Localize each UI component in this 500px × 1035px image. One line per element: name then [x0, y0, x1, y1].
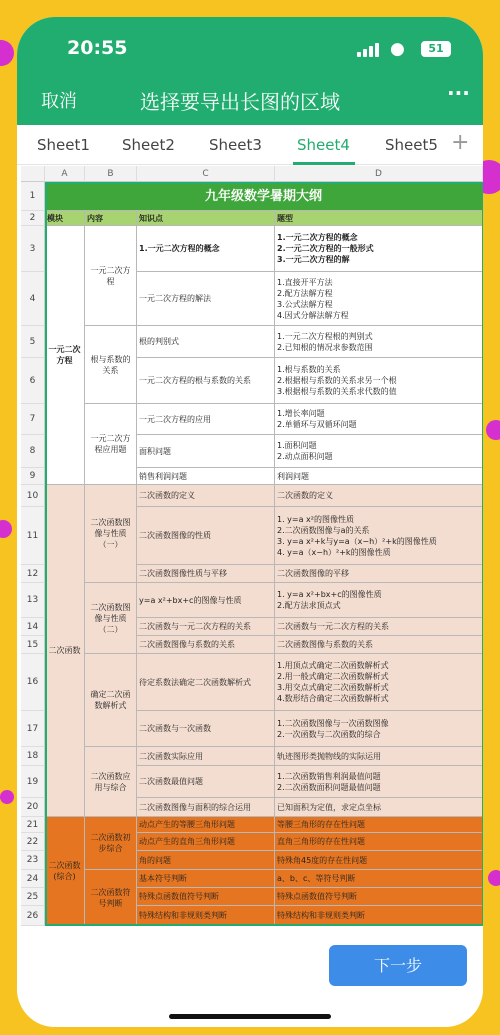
row-header[interactable]: 12 — [21, 565, 45, 583]
knowledge-cell[interactable]: 一元二次方程的根与系数的关系 — [137, 358, 275, 404]
row-header[interactable]: 21 — [21, 817, 45, 833]
knowledge-cell[interactable]: 二次函数实际应用 — [137, 747, 275, 766]
module-cell[interactable]: 一元二次方程 — [45, 226, 85, 485]
knowledge-cell[interactable]: 二次函数图像的性质 — [137, 507, 275, 565]
type-cell[interactable]: 1.一元二次方程的概念 2.一元二次方程的一般形式 3.一元二次方程的解 — [275, 226, 483, 272]
type-cell[interactable]: 1. y=a x²的图像性质 2.二次函数图像与a的关系 3. y=a x²+k与y=a（x−h）²+k的图像性质 4. y=a（x−h）²+k的图像性质 — [275, 507, 483, 565]
row-header[interactable]: 9 — [21, 468, 45, 485]
type-cell[interactable]: 已知面积为定值，求定点坐标 — [275, 798, 483, 817]
column-header[interactable]: C — [137, 166, 275, 182]
phone-screen — [17, 17, 483, 1027]
tab-sheet2[interactable]: Sheet2 — [122, 136, 175, 154]
knowledge-cell[interactable]: y=a x²+bx+c的图像与性质 — [137, 583, 275, 618]
row-header[interactable]: 16 — [21, 654, 45, 711]
tab-sheet1[interactable]: Sheet1 — [37, 136, 90, 154]
spreadsheet-grid — [21, 166, 483, 926]
add-sheet-icon[interactable]: + — [451, 130, 470, 155]
type-cell[interactable]: 直角三角形的存在性问题 — [275, 833, 483, 851]
knowledge-cell[interactable]: 1.一元二次方程的概念 — [137, 226, 275, 272]
type-cell[interactable]: 轨迹图形类抛物线的实际运用 — [275, 747, 483, 766]
content-cell[interactable]: 一元二次方程 — [85, 226, 137, 326]
more-horizontal-icon[interactable]: ··· — [447, 81, 470, 105]
knowledge-cell[interactable]: 待定系数法确定二次函数解析式 — [137, 654, 275, 711]
type-cell[interactable]: 1. y=a x²+bx+c的图像性质 2.配方法求顶点式 — [275, 583, 483, 618]
row-header[interactable]: 17 — [21, 711, 45, 747]
tab-sheet3[interactable]: Sheet3 — [209, 136, 262, 154]
knowledge-cell[interactable]: 二次函数与一次函数 — [137, 711, 275, 747]
row-header[interactable]: 19 — [21, 766, 45, 798]
column-header[interactable]: D — [275, 166, 483, 182]
header-cell[interactable]: 内容 — [85, 211, 137, 226]
type-cell[interactable]: 1.二次函数销售利润最值问题 2.二次函数面积问题最值问题 — [275, 766, 483, 798]
sheet-title-cell[interactable]: 九年级数学暑期大纲 — [45, 182, 483, 211]
knowledge-cell[interactable]: 面积问题 — [137, 435, 275, 468]
knowledge-cell[interactable]: 一元二次方程的解法 — [137, 272, 275, 326]
knowledge-cell[interactable]: 一元二次方程的应用 — [137, 404, 275, 435]
content-cell[interactable]: 二次函数图像与性质（二） — [85, 583, 137, 654]
type-cell[interactable]: 等腰三角形的存在性问题 — [275, 817, 483, 833]
content-cell[interactable]: 一元二次方程应用题 — [85, 404, 137, 485]
type-cell[interactable]: 二次函数图像与系数的关系 — [275, 636, 483, 654]
type-cell[interactable]: 1.面积问题 2.动点面积问题 — [275, 435, 483, 468]
row-header[interactable]: 8 — [21, 435, 45, 468]
type-cell[interactable]: 二次函数图像的平移 — [275, 565, 483, 583]
content-cell[interactable]: 根与系数的关系 — [85, 326, 137, 404]
knowledge-cell[interactable]: 角的问题 — [137, 851, 275, 870]
content-cell[interactable]: 确定二次函数解析式 — [85, 654, 137, 747]
content-cell[interactable]: 二次函数应用与综合 — [85, 747, 137, 817]
type-cell[interactable]: a、b、c、等符号判断 — [275, 870, 483, 888]
signal-icon — [357, 42, 381, 57]
knowledge-cell[interactable]: 特殊结构和非规则类判断 — [137, 906, 275, 926]
corner-cell — [21, 166, 45, 182]
header-cell[interactable]: 题型 — [275, 211, 483, 226]
row-header[interactable]: 26 — [21, 906, 45, 926]
module-cell[interactable]: 二次函数(综合) — [45, 817, 85, 926]
knowledge-cell[interactable]: 二次函数图像与系数的关系 — [137, 636, 275, 654]
row-header[interactable]: 3 — [21, 226, 45, 272]
row-header[interactable]: 13 — [21, 583, 45, 618]
column-header[interactable]: B — [85, 166, 137, 182]
type-cell[interactable]: 1.一元二次方程根的判别式 2.已知根的情况求参数范围 — [275, 326, 483, 358]
row-header[interactable]: 4 — [21, 272, 45, 326]
top-bar — [17, 17, 483, 125]
wifi-icon: ● — [390, 39, 405, 59]
row-header[interactable]: 20 — [21, 798, 45, 817]
status-time: 20:55 — [67, 37, 128, 59]
type-cell[interactable]: 二次函数的定义 — [275, 485, 483, 507]
row-header[interactable]: 22 — [21, 833, 45, 851]
type-cell[interactable]: 1.增长率问题 2.单循环与双循环问题 — [275, 404, 483, 435]
row-header[interactable]: 11 — [21, 507, 45, 565]
row-header[interactable]: 15 — [21, 636, 45, 654]
knowledge-cell[interactable]: 销售利润问题 — [137, 468, 275, 485]
row-header[interactable]: 14 — [21, 618, 45, 636]
header-cell[interactable]: 模块 — [45, 211, 85, 226]
row-header[interactable]: 5 — [21, 326, 45, 358]
type-cell[interactable]: 1.二次函数图像与一次函数图像 2.一次函数与二次函数的综合 — [275, 711, 483, 747]
row-header[interactable]: 10 — [21, 485, 45, 507]
knowledge-cell[interactable]: 基本符号判断 — [137, 870, 275, 888]
type-cell[interactable]: 利润问题 — [275, 468, 483, 485]
bottom-bar — [17, 926, 483, 1027]
type-cell[interactable]: 特殊结构和非规则类判断 — [275, 906, 483, 926]
next-step-button[interactable]: 下一步 — [329, 945, 467, 986]
battery-icon: 51 — [421, 41, 451, 57]
type-cell[interactable]: 特殊角45度的存在性问题 — [275, 851, 483, 870]
tab-sheet4[interactable]: Sheet4 — [297, 136, 350, 154]
column-header[interactable]: A — [45, 166, 85, 182]
knowledge-cell[interactable]: 二次函数图像性质与平移 — [137, 565, 275, 583]
sheet-tabs — [17, 125, 483, 165]
active-tab-indicator — [293, 162, 355, 165]
row-header[interactable]: 23 — [21, 851, 45, 870]
row-header[interactable]: 7 — [21, 404, 45, 435]
module-cell[interactable]: 二次函数 — [45, 485, 85, 817]
knowledge-cell[interactable]: 根的判别式 — [137, 326, 275, 358]
tab-sheet5[interactable]: Sheet5 — [385, 136, 438, 154]
row-header[interactable]: 6 — [21, 358, 45, 404]
content-cell[interactable]: 二次函数符号判断 — [85, 870, 137, 926]
page-title: 选择要导出长图的区域 — [140, 90, 340, 114]
knowledge-cell[interactable]: 二次函数最值问题 — [137, 766, 275, 798]
row-header[interactable]: 24 — [21, 870, 45, 888]
row-header[interactable]: 25 — [21, 888, 45, 906]
type-cell[interactable]: 1.直接开平方法 2.配方法解方程 3.公式法解方程 4.因式分解法解方程 — [275, 272, 483, 326]
knowledge-cell[interactable]: 二次函数与一元二次方程的关系 — [137, 618, 275, 636]
knowledge-cell[interactable]: 动点产生的等腰三角形问题 — [137, 817, 275, 833]
content-cell[interactable]: 二次函数图像与性质（一） — [85, 485, 137, 583]
header-cell[interactable]: 知识点 — [137, 211, 275, 226]
type-cell[interactable]: 1.根与系数的关系 2.根据根与系数的关系求另一个根 3.根据根与系数的关系求代数的值 — [275, 358, 483, 404]
knowledge-cell[interactable]: 二次函数图像与面积的综合运用 — [137, 798, 275, 817]
type-cell[interactable]: 二次函数与一元二次方程的关系 — [275, 618, 483, 636]
knowledge-cell[interactable]: 二次函数的定义 — [137, 485, 275, 507]
cancel-button[interactable]: 取消 — [41, 91, 77, 112]
type-cell[interactable]: 特殊点函数值符号判断 — [275, 888, 483, 906]
row-header[interactable]: 18 — [21, 747, 45, 766]
home-indicator[interactable] — [169, 1014, 331, 1019]
type-cell[interactable]: 1.用顶点式确定二次函数解析式 2.用一般式确定二次函数解析式 3.用交点式确定二次函数解析式 4.数形结合确定二次函数解析式 — [275, 654, 483, 711]
row-header[interactable]: 2 — [21, 211, 45, 226]
knowledge-cell[interactable]: 特殊点函数值符号判断 — [137, 888, 275, 906]
knowledge-cell[interactable]: 动点产生的直角三角形问题 — [137, 833, 275, 851]
content-cell[interactable]: 二次函数初步综合 — [85, 817, 137, 870]
row-header[interactable]: 1 — [21, 182, 45, 211]
